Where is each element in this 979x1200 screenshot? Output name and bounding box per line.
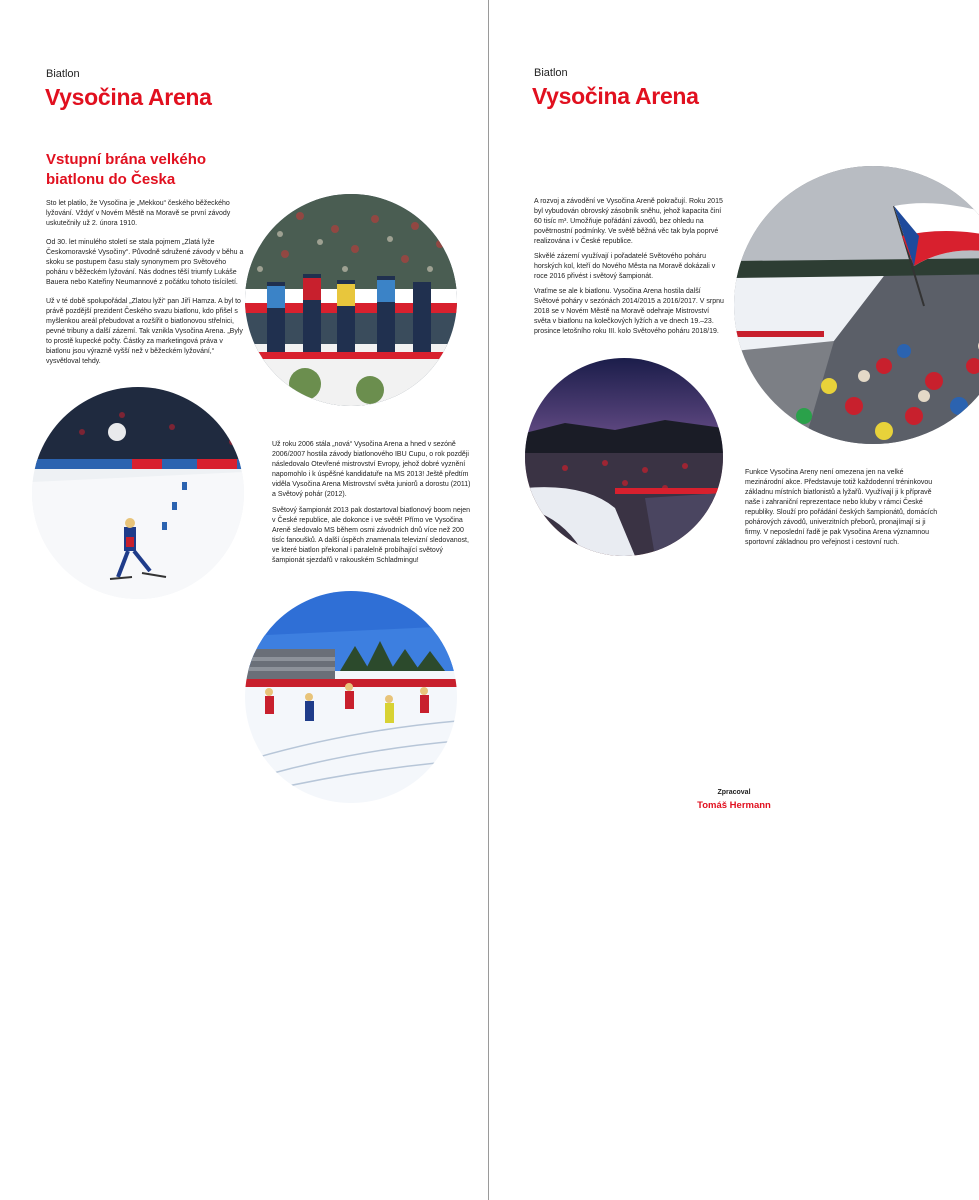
author-name: Tomáš Hermann [697,800,771,811]
paragraph: Skvělé zázemí využívají i pořadatelé Světového poháru horských kol, kteří do Nového Města na Moravě dokázali v roce 2016 přivést i světový šampionát. [534,253,716,280]
paragraph: Funkce Vysočina Areny není omezena jen na velké mezinárodní akce. Představuje totiž každodenní tréninkovou základnu místních biatlonistů a lyžařů. Využívají ji k přípravě naše i zahraniční reprezentace nebo kluby v rámci České republiky. Slouží pro pořádání českých šampionátů, domácích pohárových závodů, univerzitních přeborů, pronajímají si ji firmy. V neposlední řadě je pak Vysočina Arena významnou sportovní základnou pro veřejnost i cestovní ruch. [745,469,938,546]
paragraph: Světový šampionát 2013 pak dostartoval biatlonový boom nejen v České republice, ale dokonce i ve světě! Přímo ve Vysočina Areně sledovalo MS během osmi závodních dnů více než 200 tisíc fanoušků. A další úspěch znamenala televizní sledovanost, ve které biatlon překonal i paralelně probíhající světový šampionát sjezdařů v rakouském Schladmingu! [272,507,471,564]
dusk-stadium-photo [525,358,723,556]
subtitle-line: biatlonu do Česka [46,171,176,188]
credit-label: Zpracoval [717,789,751,796]
page-divider [488,0,489,1200]
subtitle-line: Vstupní brána velkého [46,151,207,168]
page-title: Vysočina Arena [532,83,699,109]
mass-start-photo [245,591,457,803]
article-subtitle [46,150,206,190]
paragraph: Vraťme se ale k biatlonu. Vysočina Arena hostila další Světové poháry v sezónách 2014/2015 a 2016/2017. V srpnu 2018 se v Novém Městě na Moravě odehraje Mistrovství světa v biatlonu na kolečkových lyžích a ve dnech 19.–23. prosince letošního roku III. kolo Světového poháru 2018/19. [534,288,724,335]
shooting-range-photo [245,194,457,406]
section-kicker: Biatlon [46,68,80,80]
flag-crowd-photo [734,166,979,444]
page-title: Vysočina Arena [45,84,212,110]
paragraph: Od 30. let minulého století se stala pojmem „Zlatá lyže Českomoravské Vysočiny“. Původně sdružené závody v běhu a skoku se postupem času staly synonymem pro Světového poháru v běžeckém lyžování. Nás dodnes těší triumfy Lukáše Bauera nebo Kateřiny Neumannové z počátku tohoto tisíciletí. [46,239,244,286]
paragraph: Sto let platilo, že Vysočina je „Mekkou“ českého běžeckého lyžování. Vždyť v Novém Městě na Moravě se první závody uskutečnily už 2. února 1910. [46,200,231,227]
paragraph: Už roku 2006 stála „nová“ Vysočina Arena a hned v sezóně 2006/2007 hostila závody biatlonového IBU Cupu, o rok později následovalo Otevřené mistrovství Evropy, jehož dobré vyznění napomohlo i k úspěšné kandidatuře na MS 2013! Ještě předtím viděla Vysočina Arena Mistrovství světa juniorů a dorostu (2011) a Světový pohár (2012). [272,441,471,498]
section-kicker: Biatlon [534,67,568,79]
night-skier-photo [32,387,244,599]
paragraph: A rozvoj a závodění ve Vysočina Areně pokračují. Roku 2015 byl vybudován obrovský zásobník sněhu, jehož kapacita činí 60 tisíc m³. Umožňuje pořádání závodů, bez ohledu na povětrnostní podmínky. Ve světě běžná věc tak byla poprvé realizována i v České republice. [534,198,723,245]
paragraph: Už v té době spolupořádal „Zlatou lyži“ pan Jiří Hamza. A byl to právě pozdější prezident Českého svazu biatlonu, kdo přišel s myšlenkou areál přebudovat a rozšířit o biatlonovou střelnici, pevné tribuny a další zázemí. Tak vznikla Vysočina Arena. „Byly to prostě kupecké počty. Částky za marketingová práva v biatlonu jsou výrazně vyšší než v běžeckém lyžování,“ vysvětloval tehdy. [46,298,243,365]
